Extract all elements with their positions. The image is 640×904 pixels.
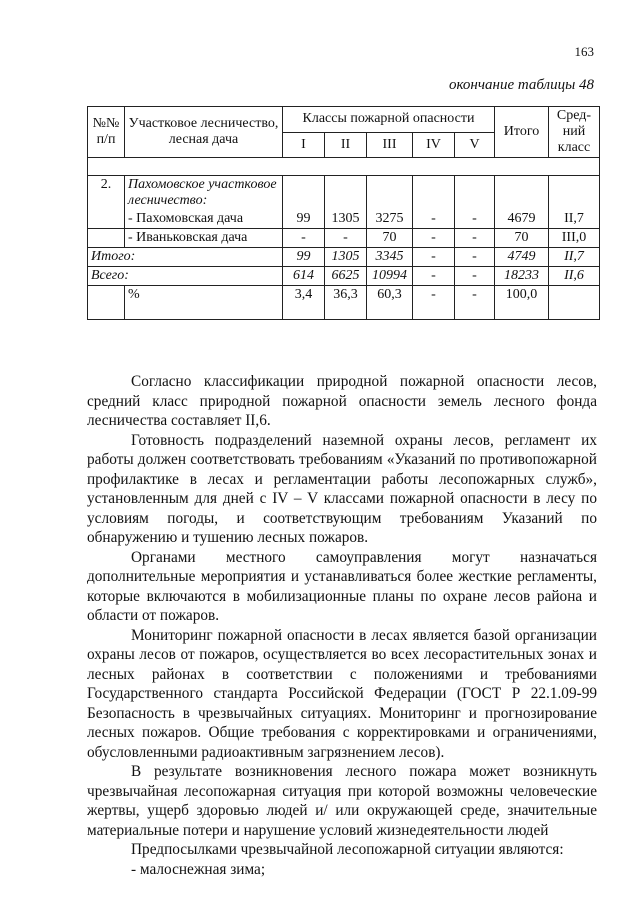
grand-total-avg: II,6 (549, 267, 600, 286)
row-cell: - (455, 210, 495, 229)
list-item: - малоснежная зима; (131, 860, 266, 878)
percent-cell: 3,4 (283, 286, 325, 320)
grand-total-cell: 614 (283, 267, 325, 286)
subtotal-label: Итого: (88, 248, 283, 267)
row-cell: 99 (283, 210, 325, 229)
percent-cell: 60,3 (367, 286, 413, 320)
subtotal-total: 4749 (495, 248, 549, 267)
grand-total-label: Всего: (88, 267, 283, 286)
subtotal-cell: - (413, 248, 455, 267)
header-avg: Сред-ний класс (549, 107, 600, 158)
row-cell: - (455, 229, 495, 248)
header-class-2: II (325, 132, 367, 158)
table-caption: окончание таблицы 48 (448, 77, 594, 93)
header-classes: Классы пожарной опасности (283, 107, 495, 133)
row-cell: - (413, 210, 455, 229)
row-total: 70 (495, 229, 549, 248)
table-row (88, 229, 600, 248)
row-cell: 70 (367, 229, 413, 248)
subtotal-cell: 1305 (325, 248, 367, 267)
header-class-4: IV (413, 132, 455, 158)
percent-cell: - (455, 286, 495, 320)
header-class-5: V (455, 132, 495, 158)
table-spacer-row (88, 158, 600, 176)
header-name: Участковое лесничество, лесная дача (125, 107, 283, 158)
subtotal-avg: II,7 (549, 248, 600, 267)
grand-total-cell: 6625 (325, 267, 367, 286)
grand-total-cell: - (455, 267, 495, 286)
subtotal-cell: 3345 (367, 248, 413, 267)
header-total: Итого (495, 107, 549, 158)
percent-total: 100,0 (495, 286, 549, 320)
grand-total-row (88, 267, 600, 286)
paragraph: Предпосылками чрезвычайной лесопожарной ситуации являются: (131, 841, 564, 858)
paragraph: Мониторинг пожарной опасности в лесах является базой организации охраны лесов от пожаров, осуществляется во всех лесорастительных зонах и лесных районах в соответствии с положениями и требованиями Государственного стандарта Российской Федерации (ГОСТ Р 22.1.09-99 Безопасность в чрезвычайных ситуациях. Мониторинг и прогнозирование лесных пожаров. Общие требования с корректировками и ограничениями, обусловленными радиоактивным загрязнением лесов). (87, 626, 597, 761)
row-name: - Иваньковская дача (125, 229, 283, 248)
table-header-row (88, 107, 600, 133)
row-cell: - (413, 229, 455, 248)
subtotal-cell: - (455, 248, 495, 267)
header-class-3: III (367, 132, 413, 158)
row-cell: - (283, 229, 325, 248)
header-num: №№ п/п (88, 107, 125, 158)
grand-total-total: 18233 (495, 267, 549, 286)
percent-row (88, 286, 600, 320)
percent-cell: 36,3 (325, 286, 367, 320)
body-text (87, 372, 597, 879)
row-total: 4679 (495, 210, 549, 229)
row-cell: 1305 (325, 210, 367, 229)
subtotal-row (88, 248, 600, 267)
row-cell: 3275 (367, 210, 413, 229)
row-cell: - (325, 229, 367, 248)
grand-total-cell: - (413, 267, 455, 286)
header-class-1: I (283, 132, 325, 158)
subtotal-cell: 99 (283, 248, 325, 267)
fire-danger-table (87, 106, 600, 320)
percent-label: % (125, 286, 283, 320)
percent-avg (549, 286, 600, 320)
paragraph: Органами местного самоуправления могут назначаться дополнительные мероприятия и устанавливаться более жесткие регламенты, которые включаются в мобилизационные планы по охране лесов района и области от пожаров. (87, 548, 597, 624)
table-group-row (88, 176, 600, 211)
percent-cell: - (413, 286, 455, 320)
row-avg: III,0 (549, 229, 600, 248)
table-row (88, 210, 600, 229)
grand-total-cell: 10994 (367, 267, 413, 286)
paragraph: В результате возникновения лесного пожара может возникнуть чрезвычайная лесопожарная ситуация при которой возможны человеческие жертвы, ущерб здоровью людей и/ или окружающей среде, значительные материальные потери и нарушение условий жизнедеятельности людей (87, 763, 597, 839)
paragraph: Готовность подразделений наземной охраны лесов, регламент их работы должен соответствовать требованиям «Указаний по противопожарной профилактике в лесах и регламентации работы лесопожарных служб», установленным для дней с IV – V классами пожарной опасности в лесу по условиям погоды, и соответствующим требованиям Указаний по обнаружению и тушению лесных пожаров. (87, 431, 597, 546)
group-name: Пахомовское участковое лесничество: (128, 177, 277, 208)
paragraph: Согласно классификации природной пожарной опасности лесов, средний класс природной пожарной опасности земель лесного фонда лесничества составляет II,6. (87, 373, 597, 429)
row-avg: II,7 (549, 210, 600, 229)
group-num: 2. (88, 176, 125, 229)
page-number: 163 (574, 44, 594, 59)
row-name: - Пахомовская дача (125, 210, 283, 229)
